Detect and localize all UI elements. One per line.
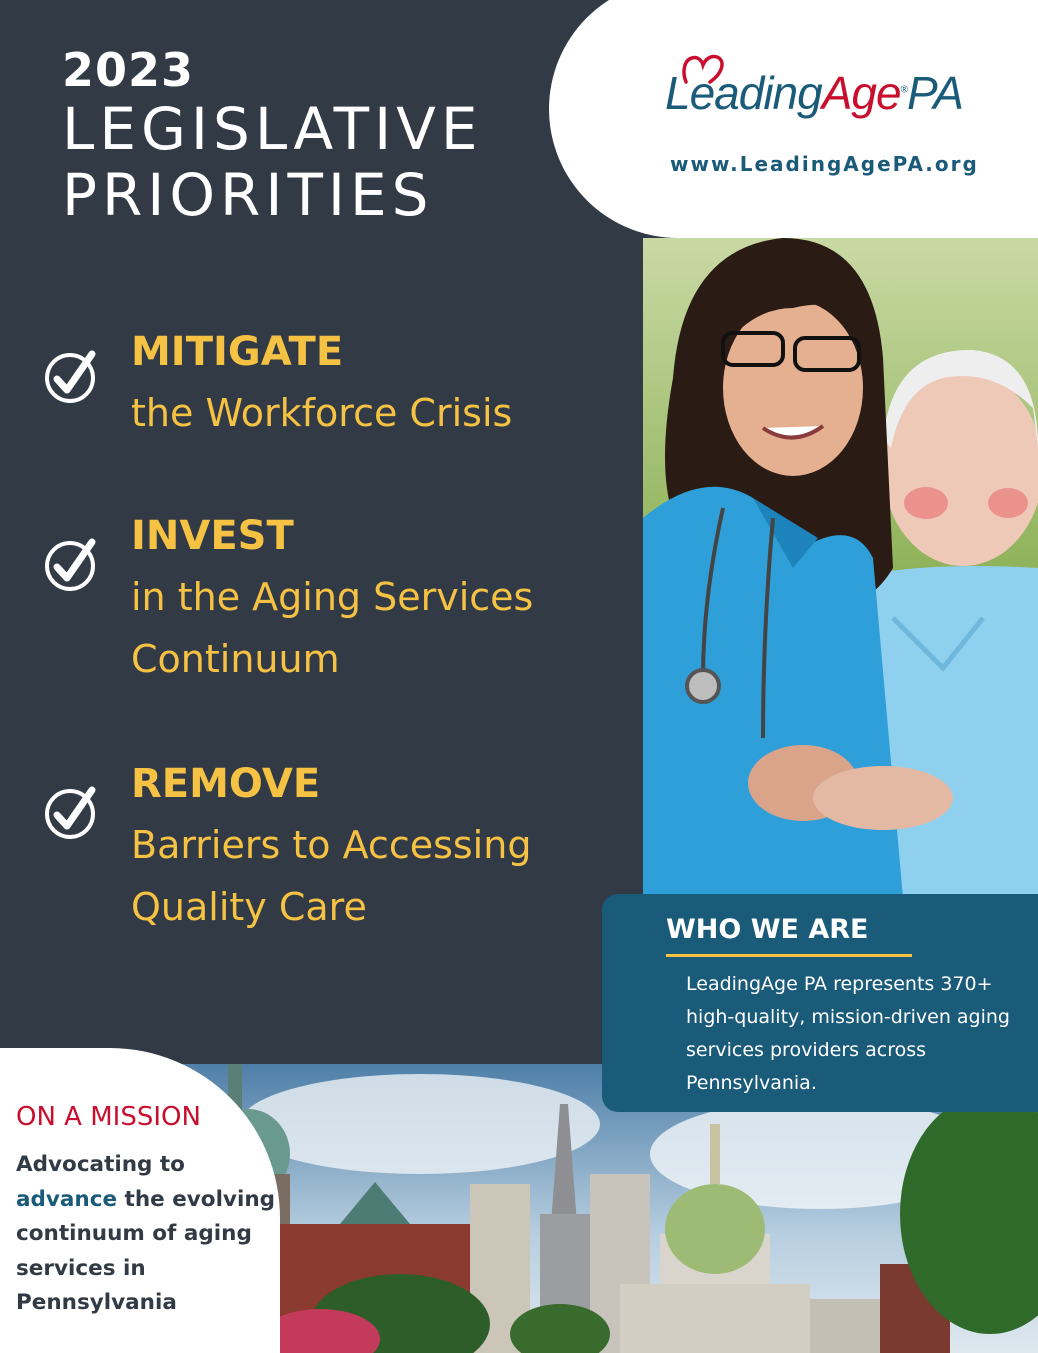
check-circle-icon <box>44 536 100 592</box>
priority-text-line: Barriers to Accessing <box>131 823 532 867</box>
mission-text-end: the evolving continuum of aging services in Pennsylvania <box>16 1186 276 1315</box>
logo-registered-mark: ® <box>900 84 907 96</box>
priority-text-line: Continuum <box>131 637 340 681</box>
website-link[interactable]: www.LeadingAgePA.org <box>670 152 979 176</box>
logo-word-pa: PA <box>906 67 963 119</box>
title-line-2: PRIORITIES <box>62 161 434 229</box>
mission-text <box>16 1148 278 1321</box>
caregiver-photo <box>643 238 1038 898</box>
who-we-are-text: LeadingAge PA represents 370+ high-quality, mission-driven aging services providers across Pennsylvania. <box>686 973 1010 1094</box>
logo-word-age: Age <box>821 67 901 119</box>
logo-wordmark <box>665 66 963 120</box>
page-title <box>62 44 483 228</box>
priority-heading: MITIGATE <box>131 329 344 375</box>
priority-text-line: the Workforce Crisis <box>131 391 513 435</box>
priority-text-line: Quality Care <box>131 885 367 929</box>
check-circle-icon <box>44 784 100 840</box>
who-we-are-panel <box>602 894 1038 1112</box>
check-circle-icon <box>44 348 100 404</box>
heading-underline <box>666 954 912 957</box>
priority-heading: INVEST <box>131 513 294 559</box>
mission-heading: ON A MISSION <box>16 1102 201 1132</box>
who-we-are-heading: WHO WE ARE <box>666 914 869 945</box>
mission-text-highlight: advance <box>16 1186 118 1212</box>
priority-heading: REMOVE <box>131 761 321 807</box>
title-year: 2023 <box>62 43 195 97</box>
mission-text-start: Advocating to <box>16 1152 185 1177</box>
logo-word-leading: Leading <box>665 67 822 119</box>
title-line-1: LEGISLATIVE <box>62 95 483 163</box>
priority-text-line: in the Aging Services <box>131 575 534 619</box>
